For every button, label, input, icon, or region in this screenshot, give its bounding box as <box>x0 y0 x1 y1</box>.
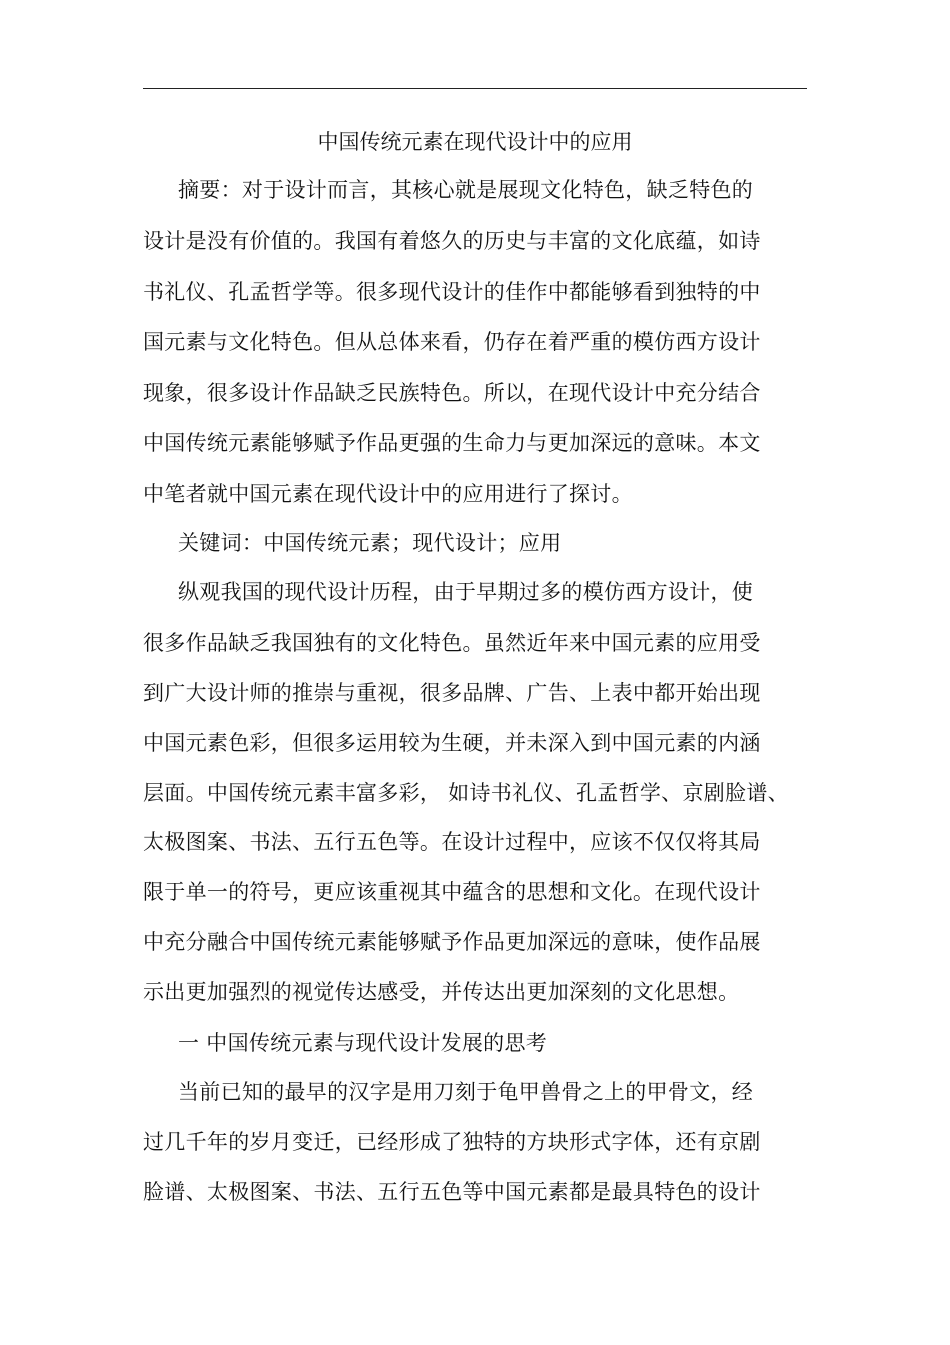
header-rule <box>143 88 807 89</box>
abstract-line-5: 现象，很多设计作品缺乏民族特色。所以，在现代设计中充分结合 <box>143 381 761 405</box>
section-body-line-3: 脸谱、太极图案、书法、五行五色等中国元素都是最具特色的设计 <box>143 1180 761 1204</box>
document-title: 中国传统元素在现代设计中的应用 <box>317 130 633 154</box>
abstract-line-2: 设计是没有价值的。我国有着悠久的历史与丰富的文化底蕴，如诗 <box>143 229 761 253</box>
body-line-5: 层面。中国传统元素丰富多彩， 如诗书礼仪、孔孟哲学、京剧脸谱、 <box>143 781 789 805</box>
abstract-line-1: 摘要：对于设计而言，其核心就是展现文化特色，缺乏特色的 <box>178 178 754 202</box>
abstract-line-6: 中国传统元素能够赋予作品更强的生命力与更加深远的意味。本文 <box>143 431 761 455</box>
section-body-line-2: 过几千年的岁月变迁，已经形成了独特的方块形式字体，还有京剧 <box>143 1130 761 1154</box>
body-line-3: 到广大设计师的推崇与重视，很多品牌、广告、上表中都开始出现 <box>143 681 761 705</box>
body-line-1: 纵观我国的现代设计历程，由于早期过多的模仿西方设计，使 <box>178 580 754 604</box>
body-line-8: 中充分融合中国传统元素能够赋予作品更加深远的意味，使作品展 <box>143 930 761 954</box>
keywords-line: 关键词：中国传统元素；现代设计；应用 <box>178 531 562 555</box>
section-heading-1: 一 中国传统元素与现代设计发展的思考 <box>178 1031 548 1055</box>
abstract-line-4: 国元素与文化特色。但从总体来看，仍存在着严重的模仿西方设计 <box>143 330 761 354</box>
abstract-line-3: 书礼仪、孔孟哲学等。很多现代设计的佳作中都能够看到独特的中 <box>143 280 761 304</box>
body-line-2: 很多作品缺乏我国独有的文化特色。虽然近年来中国元素的应用受 <box>143 631 761 655</box>
body-line-9: 示出更加强烈的视觉传达感受，并传达出更加深刻的文化思想。 <box>143 980 740 1004</box>
abstract-line-7: 中笔者就中国元素在现代设计中的应用进行了探讨。 <box>143 482 633 506</box>
body-line-7: 限于单一的符号，更应该重视其中蕴含的思想和文化。在现代设计 <box>143 880 761 904</box>
section-body-line-1: 当前已知的最早的汉字是用刀刻于龟甲兽骨之上的甲骨文，经 <box>178 1080 754 1104</box>
body-line-4: 中国元素色彩，但很多运用较为生硬，并未深入到中国元素的内涵 <box>143 731 761 755</box>
body-line-6: 太极图案、书法、五行五色等。在设计过程中，应该不仅仅将其局 <box>143 830 761 854</box>
